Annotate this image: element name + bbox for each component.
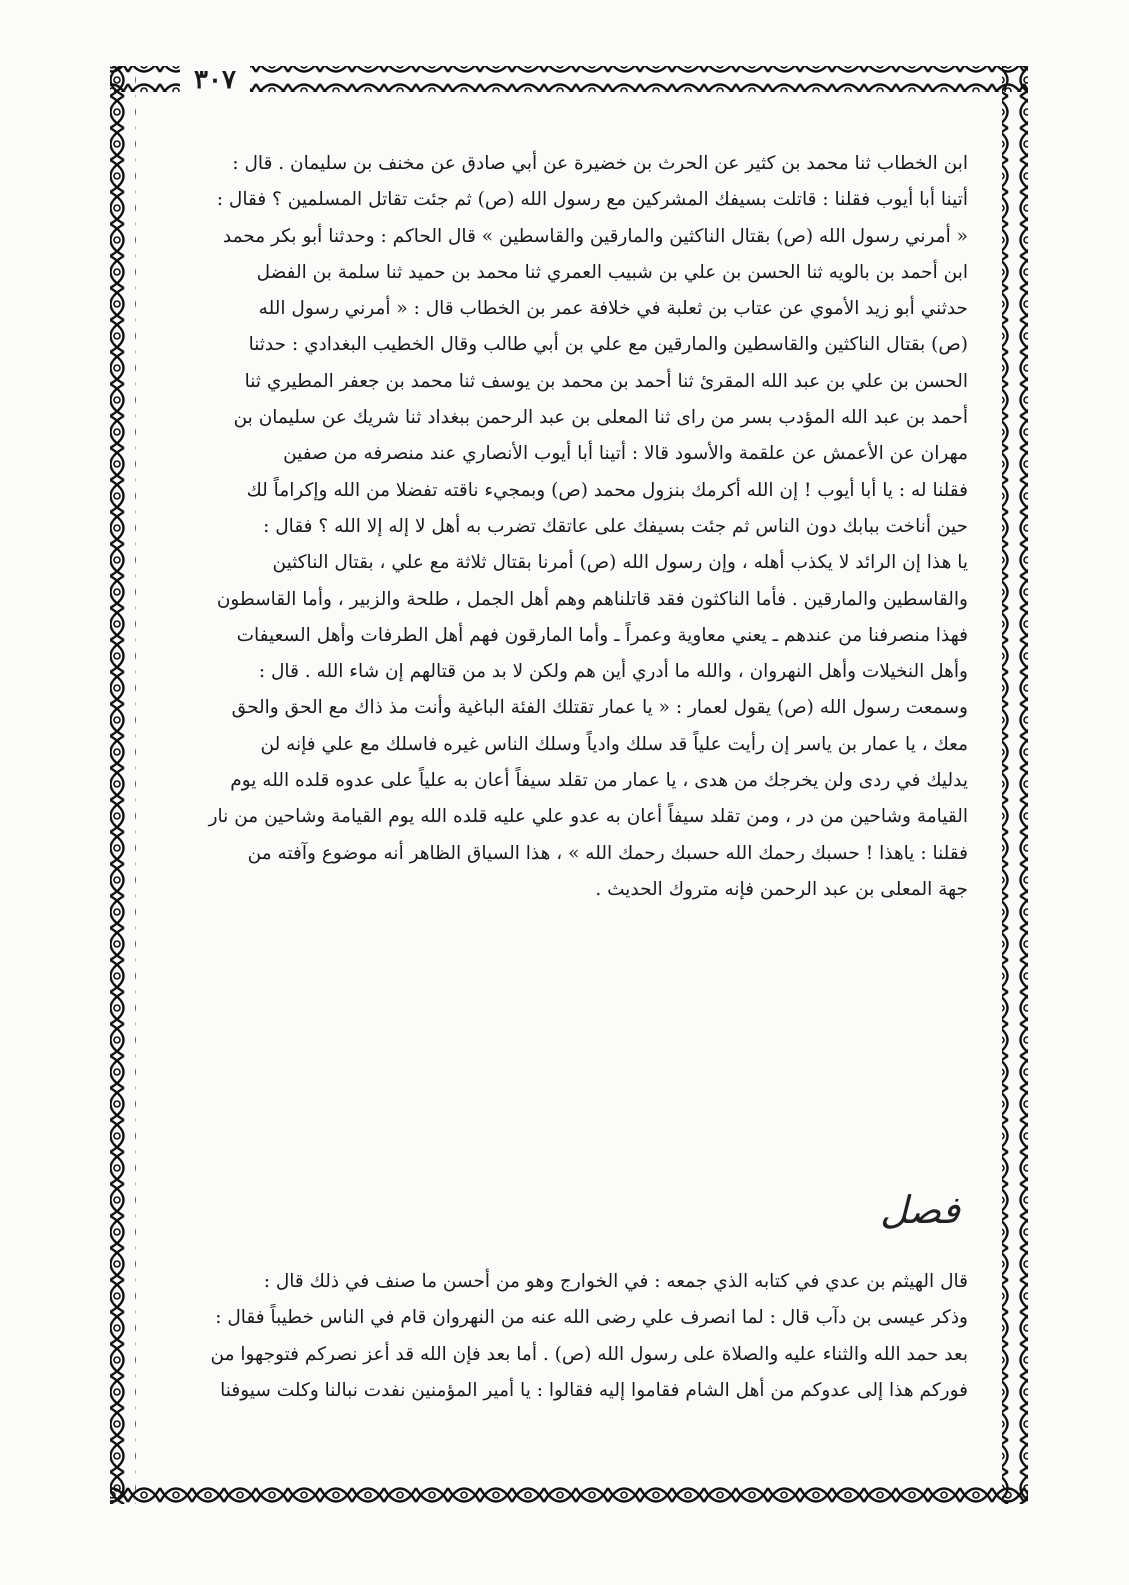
text-line: القيامة وشاحين من در ، ومن تقلد سيفاً أعان به عدو علي عليه قلده الله يوم القيامة وشاحين من نار <box>208 806 968 828</box>
text-line: (ص) بقتال الناكثين والقاسطين والمارقين مع علي بن أبي طالب وقال الخطيب البغدادي : حدثنا <box>248 334 968 356</box>
text-line: ابن الخطاب ثنا محمد بن كثير عن الحرث بن خضيرة عن أبي صادق عن مخنف بن سليمان . قال : <box>232 153 968 174</box>
text-line: بعد حمد الله والثناء عليه والصلاة على رسول الله (ص) . أما بعد فإن الله قد أعز نصركم فتوجهوا من <box>210 1343 968 1365</box>
text-line: قال الهيثم بن عدي في كتابه الذي جمعه : في الخوارج وهو من أحسن ما صنف في ذلك قال : <box>263 1271 968 1292</box>
text-line: أتينا أبا أيوب فقلنا : قاتلت بسيفك المشركين مع رسول الله (ص) ثم جئت تقاتل المسلمين ؟ فقال : <box>216 189 968 211</box>
text-line: « أمرني رسول الله (ص) بقتال الناكثين والمارقين والقاسطين » قال الحاكم : وحدثنا أبو بكر محمد <box>222 225 968 247</box>
border-left <box>110 66 136 1504</box>
text-line: معك ، يا عمار بن ياسر إن رأيت علياً قد سلك وادياً وسلك الناس غيره فاسلك مع علي فإنه لن <box>260 733 968 755</box>
text-line: وذكر عيسى بن دآب قال : لما انصرف علي رضى الله عنه من النهروان قام في الناس خطيباً فقال : <box>215 1307 968 1329</box>
text-line: الحسن بن علي بن عبد الله المقرئ ثنا أحمد بن محمد بن يوسف ثنا محمد بن جعفر المطيري ثنا <box>244 370 968 392</box>
border-bottom <box>110 1478 1028 1504</box>
text-line: فقلنا له : يا أبا أيوب ! إن الله أكرمك بنزول محمد (ص) وبمجيء ناقته تفضلا من الله وإكراماً لك <box>246 479 968 501</box>
text-line: وسمعت رسول الله (ص) يقول لعمار : « يا عمار تقتلك الفئة الباغية وأنت مذ ذاك مع الحق والحق <box>231 697 968 719</box>
main-text-block <box>168 146 968 908</box>
page-number: ٣٠٧ <box>180 64 250 96</box>
text-line: والقاسطين والمارقين . فأما الناكثون فقد قاتلناهم وهم أهل الجمل ، طلحة والزبير ، وأما القاسطون <box>216 588 968 610</box>
text-line: جهة المعلى بن عبد الرحمن فإنه متروك الحديث . <box>595 878 968 900</box>
text-line: ابن أحمد بن بالويه ثنا الحسن بن علي بن شبيب العمري ثنا محمد بن حميد ثنا سلمة بن الفضل <box>256 261 968 283</box>
text-line: يا هذا إن الرائد لا يكذب أهله ، وإن رسول الله (ص) أمرنا بقتال ثلاثة مع علي ، بقتال الناكثين <box>272 552 968 574</box>
text-line: فهذا منصرفنا من عندهم ـ يعني معاوية وعمراً ـ وأما المارقون فهم أهل الطرفات وأهل السعيفات <box>236 624 968 646</box>
text-line: حدثني أبو زيد الأموي عن عتاب بن ثعلبة في خلافة عمر بن الخطاب قال : « أمرني رسول الله <box>258 298 968 320</box>
text-line: حين أناخت ببابك دون الناس ثم جئت بسيفك على عاتقك تضرب به أهل لا إله إلا الله ؟ فقال : <box>263 515 968 537</box>
second-text-block <box>168 1264 968 1409</box>
text-line: فوركم هذا إلى عدوكم من أهل الشام فقاموا إليه فقالوا : يا أمير المؤمنين نفدت نبالنا وكلت سيوفنا <box>220 1379 968 1401</box>
border-right <box>1002 66 1028 1504</box>
text-line: يدليك في ردى ولن يخرجك من هدى ، يا عمار من تقلد سيفاً أعان به علياً على عدوه قلده الله يوم <box>230 770 968 792</box>
text-line: وأهل النخيلات وأهل النهروان ، والله ما أدري أين هم ولكن لا بد من قتالهم إن شاء الله . قال : <box>258 661 968 683</box>
text-line: فقلنا : ياهذا ! حسبك رحمك الله حسبك رحمك الله » ، هذا السياق الظاهر أنه موضوع وآفته من <box>247 842 968 864</box>
text-line: أحمد بن عبد الله المؤدب بسر من راى ثنا المعلى بن عبد الرحمن ببغداد ثنا شريك عن سليمان بن <box>233 407 968 429</box>
section-heading: فصل <box>880 1188 960 1232</box>
text-line: مهران عن الأعمش عن علقمة والأسود قالا : أتينا أبا أيوب الأنصاري عند منصرفه من صفين <box>283 443 968 465</box>
